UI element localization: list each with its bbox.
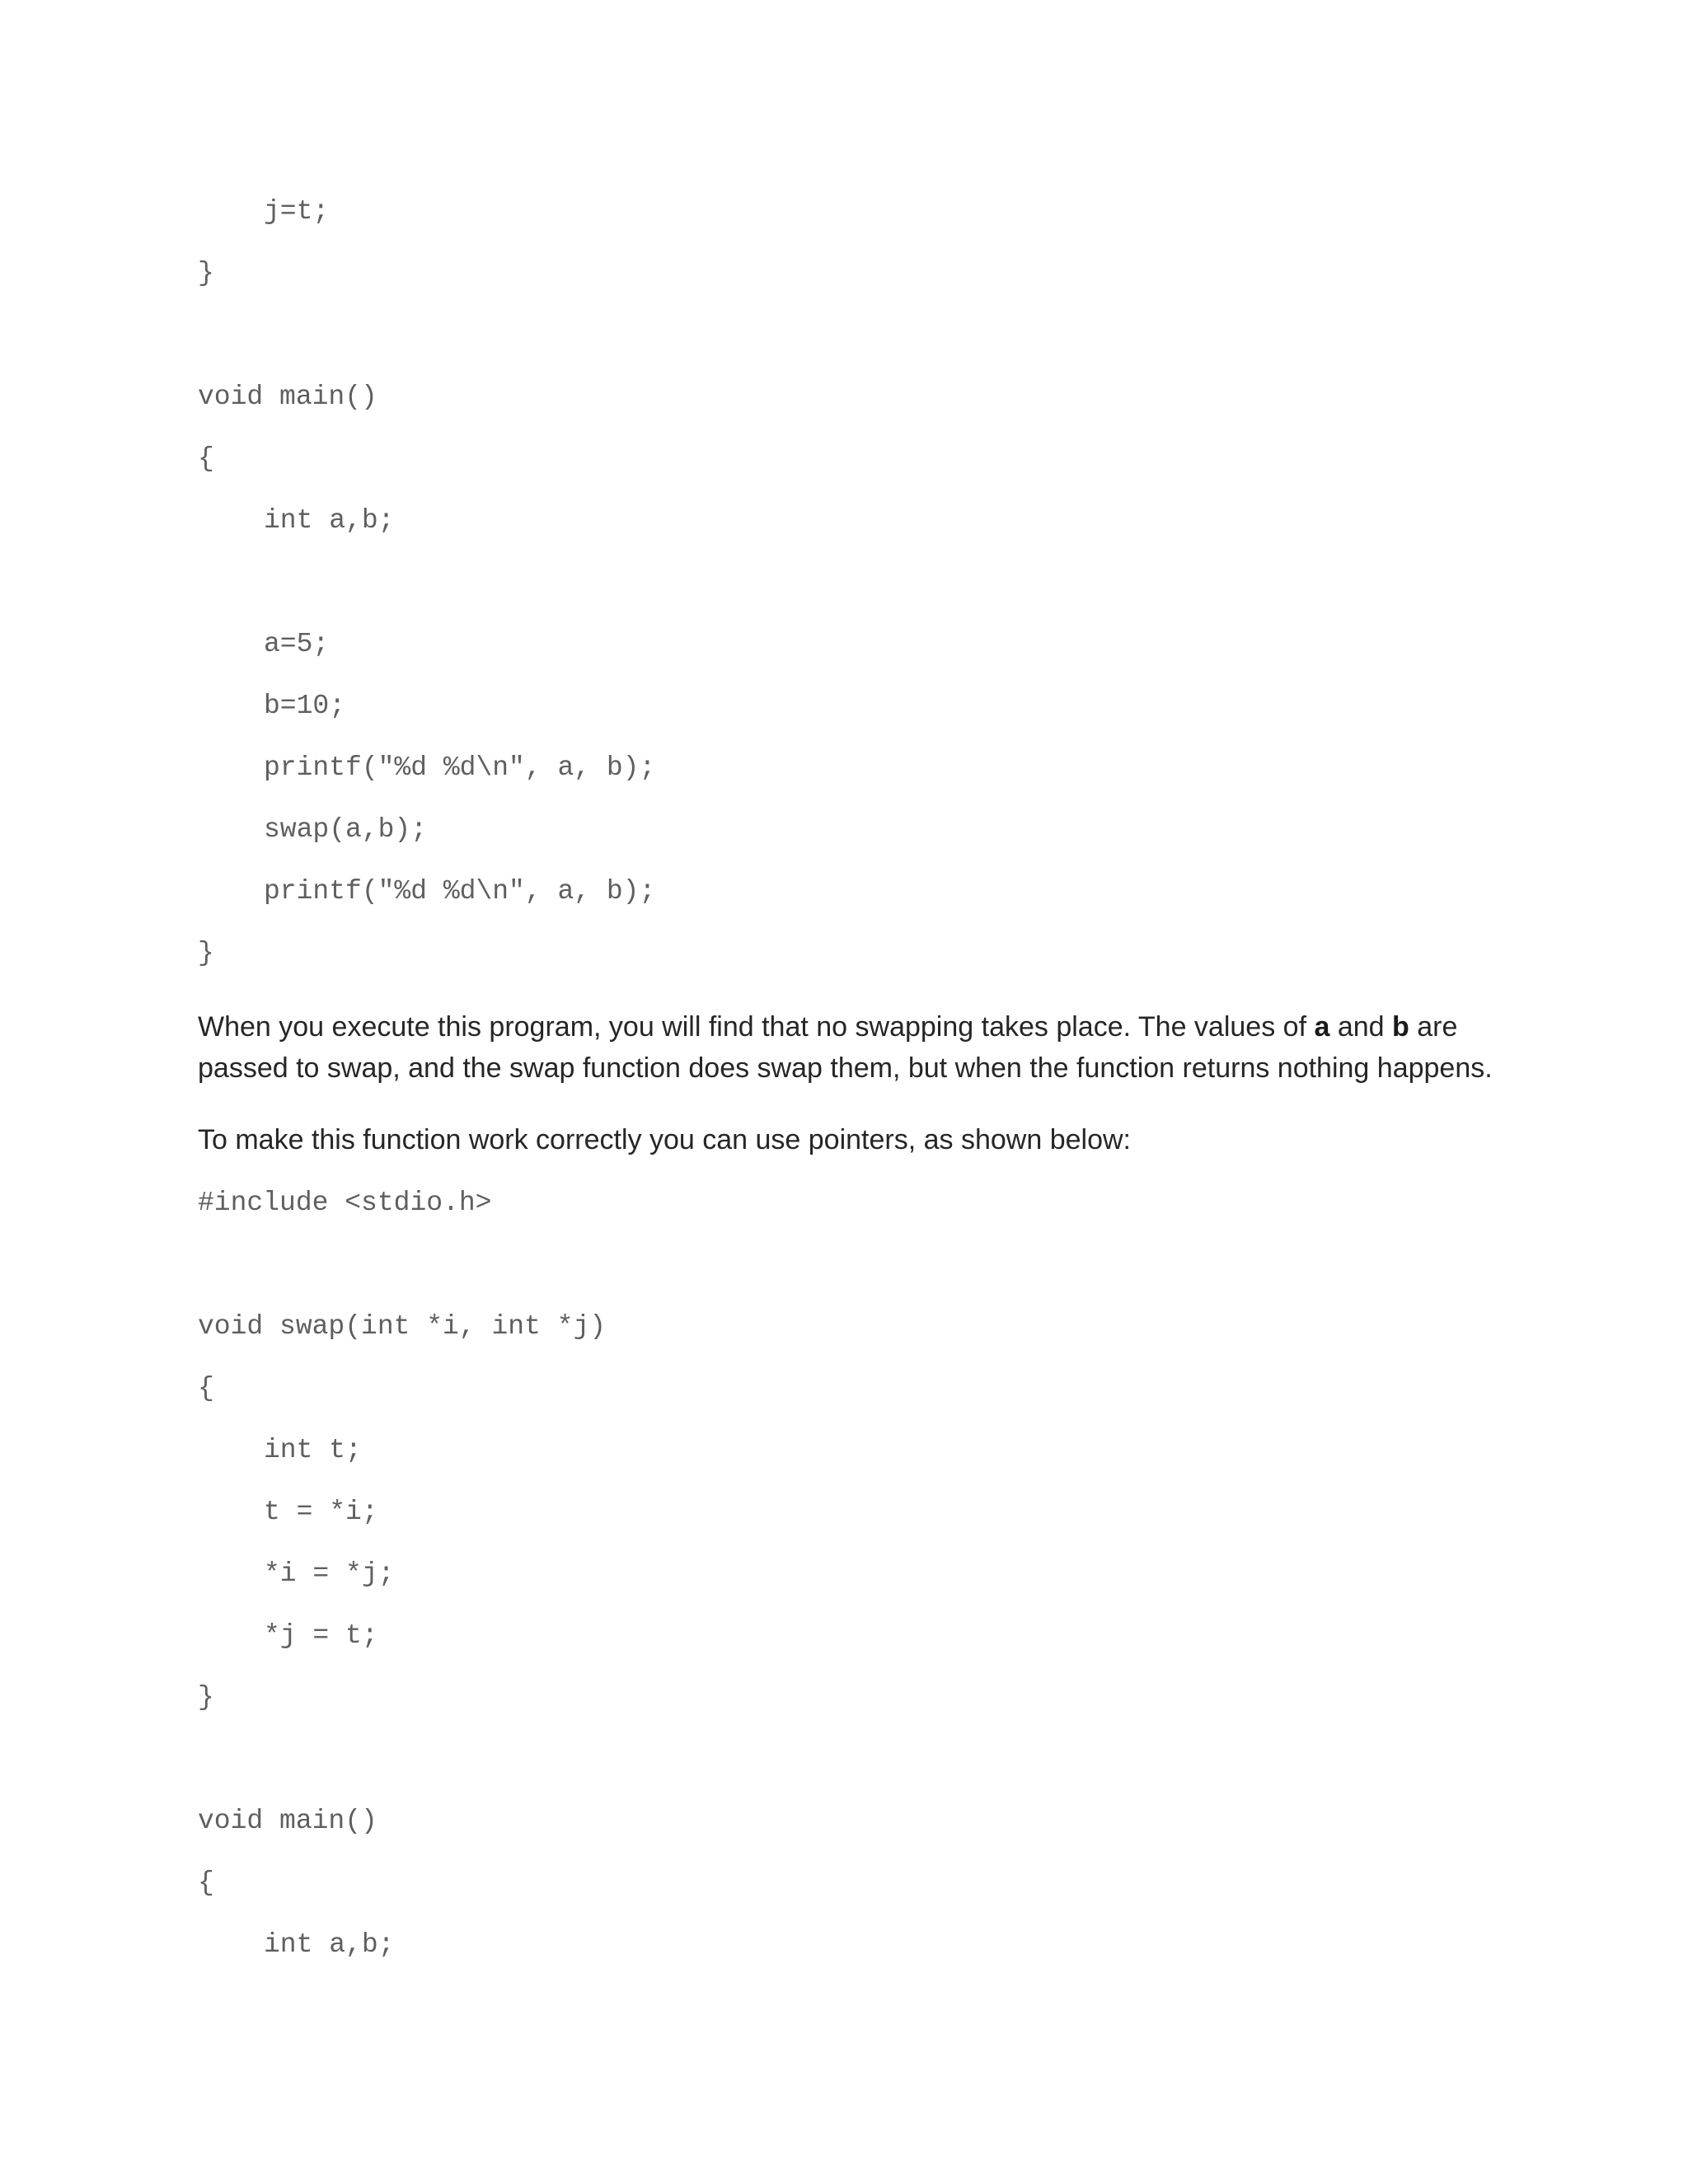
- code-line: void main(): [198, 382, 377, 412]
- explanation-paragraph: [198, 1006, 1517, 1089]
- code-line: #include <stdio.h>: [198, 1188, 492, 1218]
- code-line: {: [198, 1373, 214, 1404]
- code-line: *j = t;: [264, 1620, 378, 1651]
- paragraph-text: are passed to swap, and the swap function does swap them, but when the function returns nothing happens.: [198, 1011, 1493, 1084]
- paragraph-text: When you execute this program, you will find that no swapping takes place. The values of: [198, 1011, 1315, 1043]
- code-line: a=5;: [264, 629, 330, 659]
- code-line: {: [198, 1868, 214, 1898]
- code-line: b=10;: [264, 691, 346, 721]
- code-line: j=t;: [264, 196, 330, 227]
- code-line: int a,b;: [264, 505, 395, 536]
- pointer-intro-paragraph: To make this function work correctly you can use pointers, as shown below:: [198, 1124, 1131, 1155]
- paragraph-text: and: [1329, 1011, 1393, 1043]
- code-line: *i = *j;: [264, 1558, 395, 1589]
- code-line: printf("%d %d\n", a, b);: [264, 876, 656, 907]
- code-line: }: [198, 258, 214, 288]
- code-line: void swap(int *i, int *j): [198, 1311, 607, 1342]
- code-line: int a,b;: [264, 1929, 395, 1960]
- code-line: }: [198, 938, 214, 968]
- code-line: {: [198, 443, 214, 474]
- bold-variable-b: b: [1392, 1011, 1409, 1043]
- code-line: void main(): [198, 1806, 377, 1836]
- code-line: printf("%d %d\n", a, b);: [264, 752, 656, 783]
- code-line: swap(a,b);: [264, 814, 428, 845]
- code-line: t = *i;: [264, 1497, 378, 1527]
- code-line: int t;: [264, 1435, 362, 1465]
- code-line: }: [198, 1682, 214, 1713]
- bold-variable-a: a: [1314, 1011, 1330, 1043]
